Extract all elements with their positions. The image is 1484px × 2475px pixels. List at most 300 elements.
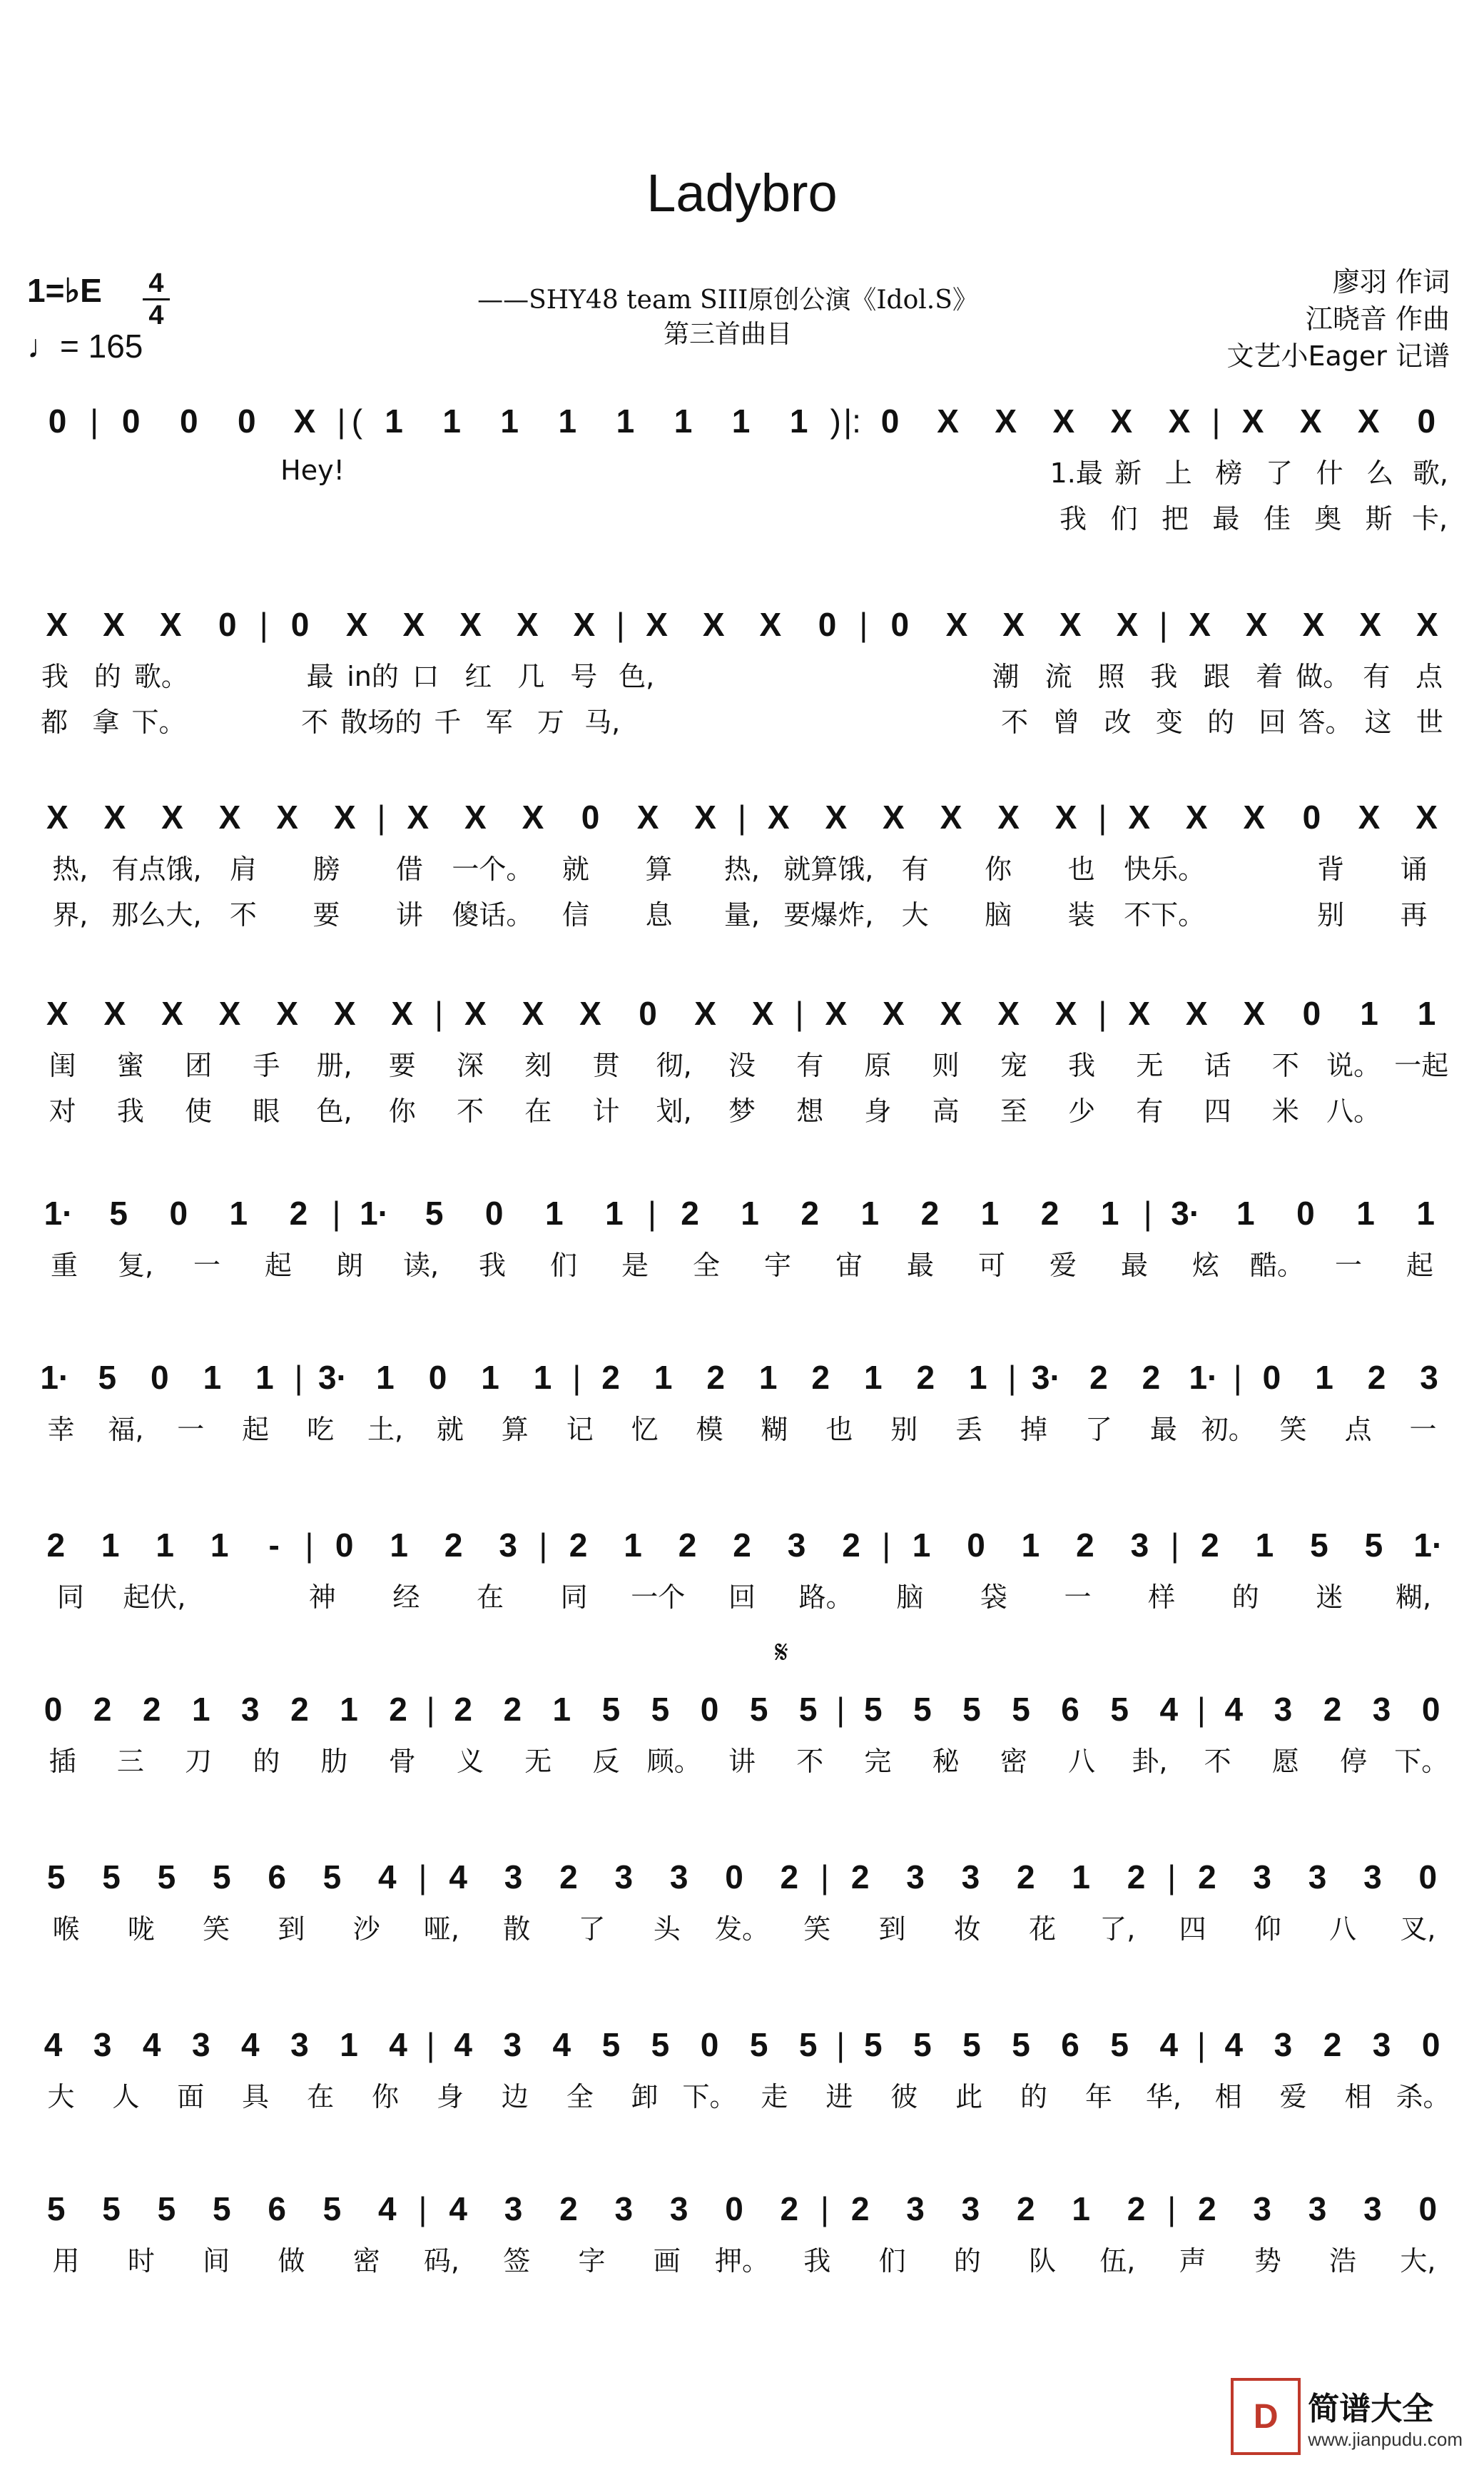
lyric-syllable: 你 [388, 1095, 416, 1127]
watermark [1227, 2374, 1463, 2459]
lyric-syllable: 模 [696, 1413, 723, 1445]
barline: | [1196, 1691, 1206, 1728]
note: X [694, 799, 716, 836]
lyric-line-1 [29, 2238, 1455, 2278]
note: 0 [725, 2190, 743, 2227]
lyric-syllable: 诵 [1400, 853, 1428, 885]
note: X [1059, 606, 1082, 643]
lyric-syllable: 千 [434, 706, 462, 738]
note: 2 [706, 1359, 725, 1396]
note: 2 [733, 1527, 751, 1564]
note: X [516, 606, 539, 643]
note: 1 [1356, 1195, 1375, 1232]
note: 1 [558, 403, 577, 440]
note: 1 [533, 1359, 552, 1396]
lyric-syllable: 起 [1406, 1249, 1433, 1281]
lyric-syllable: 我 [41, 660, 68, 692]
lyric-syllable: 借 [395, 853, 423, 885]
lyric-syllable: 朗 [335, 1249, 363, 1281]
lyric-line-1 [29, 1906, 1455, 1946]
watermark-url: www.jianpudu.com [1308, 2428, 1463, 2450]
lyric-syllable: 不 [1001, 706, 1029, 738]
credit-transcriber: 文艺小Eager 记谱 [1226, 340, 1450, 372]
note: 3 [290, 2026, 309, 2063]
lyric-syllable: 哑, [423, 1913, 459, 1945]
lyric-syllable: 声 [1179, 2244, 1206, 2277]
barline: | [616, 606, 625, 643]
note: 3 [614, 2190, 634, 2227]
lyric-syllable: 回 [728, 1581, 756, 1613]
lyric-line-1 [29, 846, 1455, 886]
note: 3 [1372, 1691, 1391, 1728]
lyric-syllable: 不 [796, 1745, 824, 1777]
note: 1 [741, 1195, 759, 1232]
note: X [46, 799, 68, 836]
lyric-syllable: 忆 [631, 1413, 659, 1445]
note: 3· [1171, 1195, 1201, 1232]
note: 1 [210, 1527, 229, 1564]
lyric-syllable: 我 [1059, 502, 1087, 535]
note-line [29, 1520, 1455, 1570]
lyric-syllable: 们 [878, 2244, 906, 2277]
note: 2 [1127, 1858, 1146, 1896]
note-line [29, 1852, 1455, 1902]
lyric-syllable: 梦 [728, 1095, 756, 1127]
note: 3 [93, 2026, 112, 2063]
lyric-syllable: 散 [503, 1913, 531, 1945]
lyric-syllable: 走 [761, 2080, 788, 2112]
note: 5 [913, 2026, 932, 2063]
note: 6 [1061, 2026, 1079, 2063]
credit-composer: 江晓音 作曲 [1305, 303, 1450, 335]
lyric-syllable: 笑 [203, 1913, 230, 1945]
note: X [937, 403, 959, 440]
barline: | [418, 2190, 427, 2227]
lyric-line-1 [29, 450, 1455, 490]
lyric-syllable: 米 [1271, 1095, 1299, 1127]
barline: | [1098, 995, 1107, 1032]
lyric-line-1 [29, 1242, 1455, 1282]
lyric-syllable: 不 [1271, 1049, 1299, 1081]
lyric-syllable: 四 [1204, 1095, 1231, 1127]
lyric-syllable: 喉 [52, 1913, 80, 1945]
note: 0 [890, 606, 910, 643]
note: 0 [725, 1858, 743, 1896]
note: X [997, 995, 1020, 1032]
barline: | [434, 995, 444, 1032]
note: 1 [481, 1359, 499, 1396]
lyric-syllable: 年 [1084, 2080, 1112, 2112]
lyric-syllable: 是 [621, 1249, 649, 1281]
barline: | [426, 2026, 435, 2063]
note: X [997, 799, 1020, 836]
note: 1· [44, 1195, 73, 1232]
lyric-syllable: 妆 [953, 1913, 981, 1945]
lyric-line-1 [29, 1407, 1455, 1447]
staff-row [0, 396, 1484, 553]
lyric-syllable: 无 [1136, 1049, 1164, 1081]
barline: | [1233, 1359, 1242, 1396]
lyric-syllable: 一 [193, 1249, 220, 1281]
lyric-syllable: 头 [653, 1913, 681, 1945]
lyric-syllable: 签 [503, 2244, 531, 2277]
note: 1 [1021, 1527, 1040, 1564]
note: 3 [1363, 2190, 1382, 2227]
lyric-syllable: 脑 [896, 1581, 924, 1613]
lyric-syllable: 点 [1416, 660, 1443, 692]
note: 5 [1110, 1691, 1129, 1728]
lyric-line-2 [29, 892, 1455, 932]
barline: | [820, 2190, 829, 2227]
note: 1 [1360, 995, 1378, 1032]
barline: | [1167, 1858, 1176, 1896]
barline: | [426, 1691, 435, 1728]
note: X [464, 995, 487, 1032]
note: 0 [880, 403, 900, 440]
lyric-syllable: 袋 [980, 1581, 1007, 1613]
note: 2 [1323, 2026, 1342, 2063]
lyric-syllable: 完 [864, 1745, 892, 1777]
lyric-syllable: 歌。 [133, 660, 188, 692]
lyric-syllable: 们 [549, 1249, 577, 1281]
lyric-syllable: 着 [1256, 660, 1284, 692]
lyric-syllable: 在 [524, 1095, 552, 1127]
note: 4 [1159, 1691, 1179, 1728]
note: X [694, 995, 716, 1032]
lyric-syllable: 读, [402, 1249, 439, 1281]
note: X [945, 606, 968, 643]
lyric-syllable: 的 [953, 2244, 981, 2277]
note: 5 [798, 1691, 818, 1728]
note: 2 [850, 2190, 870, 2227]
note: X [636, 799, 659, 836]
lyric-syllable: 的 [1231, 1581, 1259, 1613]
lyric-syllable: 咙 [127, 1913, 155, 1945]
lyric-syllable: 做。 [1296, 660, 1351, 692]
lyric-syllable: 有 [796, 1049, 824, 1081]
lyric-syllable: 膀 [312, 853, 340, 885]
note-line [29, 792, 1455, 842]
note: X [1052, 403, 1075, 440]
lyric-syllable: 照 [1097, 660, 1125, 692]
lyric-syllable: 1.最 [1050, 457, 1103, 489]
note: X [1243, 799, 1266, 836]
note: X [883, 799, 905, 836]
note: X [391, 995, 414, 1032]
note: 2 [503, 1691, 522, 1728]
lyric-syllable: 华, [1145, 2080, 1181, 2112]
lyric-syllable: 要 [388, 1049, 416, 1081]
note: 3 [241, 1691, 260, 1728]
note: 2 [1076, 1527, 1094, 1564]
note: 1 [442, 403, 461, 440]
lyric-syllable: 全 [566, 2080, 594, 2112]
lyric-syllable: 彼 [890, 2080, 918, 2112]
note: X [940, 995, 962, 1032]
barline: |: [843, 403, 861, 440]
note: 2 [1198, 1858, 1216, 1896]
lyric-syllable: 最 [906, 1249, 934, 1281]
staff-row [0, 1352, 1484, 1509]
lyric-syllable: 话 [1204, 1049, 1231, 1081]
lyric-syllable: 身 [864, 1095, 892, 1127]
note: 4 [378, 1858, 397, 1896]
note: X [46, 606, 68, 643]
lyric-syllable: 流 [1045, 660, 1072, 692]
lyric-syllable: 我 [1068, 1049, 1096, 1081]
lyric-syllable: 起伏, [123, 1581, 186, 1613]
note: 2 [559, 1858, 578, 1896]
lyric-syllable: 有点饿, [111, 853, 202, 885]
lyric-syllable: 么 [1366, 457, 1394, 489]
note: 5 [46, 2190, 66, 2227]
lyric-line-2 [29, 699, 1455, 739]
lyric-syllable: 再 [1400, 899, 1428, 931]
lyric-syllable: 马, [584, 706, 621, 738]
note: 2 [681, 1195, 699, 1232]
barline: | [418, 1858, 427, 1896]
lyric-syllable: 四 [1179, 1913, 1206, 1945]
lyric-syllable: 最 [1120, 1249, 1148, 1281]
watermark-text [1308, 2383, 1463, 2451]
lyric-syllable: 你 [371, 2080, 399, 2112]
lyric-syllable: 大 [901, 899, 929, 931]
note: 5 [749, 1691, 768, 1728]
note: 4 [454, 2026, 472, 2063]
lyric-syllable: 全 [692, 1249, 720, 1281]
lyric-syllable: 最 [1212, 502, 1240, 535]
lyric-syllable: 了 [1084, 1413, 1112, 1445]
lyric-syllable: 要爆炸, [783, 899, 874, 931]
lyric-syllable: 一 [1334, 1249, 1362, 1281]
lyric-syllable: 掉 [1020, 1413, 1048, 1445]
lyric-syllable: 榜 [1215, 457, 1243, 489]
note: 2 [1198, 2190, 1216, 2227]
lyric-syllable: 了 [578, 1913, 606, 1945]
lyric-syllable: 反 [592, 1745, 620, 1777]
lyric-syllable: 丢 [955, 1413, 983, 1445]
lyric-syllable: 团 [185, 1049, 213, 1081]
lyric-syllable: 口 [412, 660, 439, 692]
lyric-line-2 [29, 1088, 1455, 1128]
lyric-syllable: 想 [796, 1095, 824, 1127]
note: 0 [1302, 799, 1321, 836]
note: 4 [449, 2190, 467, 2227]
note: 0 [639, 995, 657, 1032]
note: X [1128, 995, 1151, 1032]
note: X [646, 606, 668, 643]
note: 3 [1363, 1858, 1382, 1896]
lyric-syllable: 算 [645, 853, 673, 885]
lyric-syllable: 初。 [1201, 1413, 1256, 1445]
note: X [1241, 403, 1264, 440]
lyric-syllable: 不 [301, 706, 329, 738]
lyric-syllable: 八 [1068, 1745, 1096, 1777]
barline: | [836, 2026, 845, 2063]
note-line [29, 2184, 1455, 2234]
lyric-syllable: 可 [977, 1249, 1005, 1281]
note: 5 [425, 1195, 444, 1232]
barline: | [1098, 799, 1107, 836]
lyric-syllable: 一 [177, 1413, 205, 1445]
note: 3 [669, 2190, 688, 2227]
note: 3 [1274, 1691, 1293, 1728]
note: 0 [290, 606, 310, 643]
lyric-syllable: 们 [1110, 502, 1138, 535]
lyric-syllable: 要 [312, 899, 340, 931]
note: 4 [241, 2026, 260, 2063]
note: 4 [1224, 2026, 1244, 2063]
lyric-syllable: 愿 [1271, 1745, 1299, 1777]
barline: | [259, 606, 268, 643]
lyric-syllable: 一个。 [452, 853, 534, 885]
note: 5 [157, 2190, 176, 2227]
note: 1 [1255, 1527, 1274, 1564]
note: 1 [255, 1359, 274, 1396]
note: 5 [1110, 2026, 1129, 2063]
lyric-syllable: 一 [1409, 1413, 1437, 1445]
note: X [1358, 799, 1381, 836]
note: X [1189, 606, 1211, 643]
note: 5 [798, 2026, 818, 2063]
lyric-syllable: 卡, [1412, 502, 1448, 535]
note: 6 [268, 1858, 286, 1896]
note: 2 [389, 1691, 407, 1728]
credit-lyricist: 廖羽 作词 [1332, 266, 1450, 298]
note: 3 [961, 2190, 980, 2227]
lyric-syllable: 息 [645, 899, 673, 931]
note: X [1299, 403, 1322, 440]
lyric-syllable: 讲 [728, 1745, 756, 1777]
lyric-syllable: 手 [253, 1049, 280, 1081]
lyric-syllable: 笑 [1279, 1413, 1307, 1445]
lyric-syllable: 对 [49, 1095, 76, 1127]
staff-row [0, 599, 1484, 756]
note: 3 [1308, 1858, 1327, 1896]
lyric-line-1 [29, 1574, 1455, 1614]
note: 0 [1417, 403, 1436, 440]
note: 1 [731, 403, 751, 440]
note: 3 [1308, 2190, 1327, 2227]
lyric-syllable: 杀。 [1396, 2080, 1450, 2112]
lyric-syllable: 停 [1340, 1745, 1368, 1777]
lyric-syllable: 了 [1266, 457, 1294, 489]
note-line [29, 396, 1455, 446]
note-line [29, 599, 1455, 649]
barline: | [1196, 2026, 1206, 2063]
lyric-syllable: 笑 [803, 1913, 831, 1945]
note: 1 [191, 1691, 210, 1728]
lyric-syllable: Hey! [280, 455, 345, 486]
meter-bottom: 4 [148, 300, 164, 330]
note: X [995, 403, 1017, 440]
lyric-syllable: 沙 [352, 1913, 380, 1945]
lyric-syllable: 红 [464, 660, 492, 692]
note: 3 [961, 1858, 980, 1896]
note: 3 [906, 2190, 925, 2227]
lyric-syllable: 花 [1029, 1913, 1057, 1945]
lyric-syllable: 不 [1204, 1745, 1231, 1777]
note: 5 [157, 1858, 176, 1896]
note: 1 [385, 403, 403, 440]
lyric-syllable: 人 [112, 2080, 140, 2112]
note: 1 [340, 1691, 358, 1728]
lyric-syllable: 信 [561, 899, 589, 931]
time-signature [140, 270, 173, 329]
note: 0 [484, 1195, 504, 1232]
note: 5 [1012, 2026, 1030, 2063]
note: 0 [1262, 1359, 1281, 1396]
note: X [1128, 799, 1151, 836]
lyric-syllable: 你 [985, 853, 1012, 885]
lyric-syllable: 上 [1164, 457, 1192, 489]
note: 5 [98, 1359, 117, 1396]
lyric-syllable: 世 [1416, 706, 1443, 738]
lyric-syllable: 说。 [1326, 1049, 1381, 1081]
note: 1 [1315, 1359, 1333, 1396]
note: 4 [378, 2190, 397, 2227]
lyric-syllable: 拿 [92, 706, 120, 738]
lyric-syllable: 答。 [1298, 706, 1353, 738]
note: 2 [842, 1527, 860, 1564]
lyric-syllable: 面 [177, 2080, 205, 2112]
note: 2 [559, 2190, 578, 2227]
note: 0 [151, 1359, 169, 1396]
note: 2 [1201, 1527, 1219, 1564]
lyric-syllable: 册, [316, 1049, 352, 1081]
lyric-syllable: 下。 [1394, 1745, 1449, 1777]
lyric-syllable: 傻话。 [452, 899, 534, 931]
lyric-syllable: 下。 [131, 706, 186, 738]
note: X [825, 995, 848, 1032]
note: 4 [449, 1858, 467, 1896]
lyric-syllable: 的 [1020, 2080, 1048, 2112]
lyric-syllable: 幸 [47, 1413, 75, 1445]
note: 2 [444, 1527, 463, 1564]
note: X [333, 799, 356, 836]
tempo-marking: ♩= 165 [27, 328, 143, 365]
lyric-syllable: 到 [878, 1913, 906, 1945]
note: 1 [229, 1195, 248, 1232]
lyric-line-2 [29, 496, 1455, 536]
lyric-syllable: 刀 [185, 1745, 213, 1777]
lyric-syllable: 划, [656, 1095, 692, 1127]
note: 2 [780, 2190, 799, 2227]
note: 1 [376, 1359, 395, 1396]
lyric-syllable: 别 [1317, 899, 1345, 931]
lyric-syllable: 时 [127, 2244, 155, 2277]
note: X [1110, 403, 1133, 440]
lyric-syllable: 潮 [992, 660, 1020, 692]
note: 0 [48, 403, 67, 440]
note: X [1002, 606, 1025, 643]
lyric-syllable: 回 [1259, 706, 1286, 738]
note: 1 [340, 2026, 358, 2063]
lyric-syllable: 蜜 [116, 1049, 144, 1081]
note: X [759, 606, 782, 643]
lyric-syllable: 的 [1207, 706, 1235, 738]
lyric-syllable: 我 [803, 2244, 831, 2277]
note: 5 [1310, 1527, 1328, 1564]
lyric-syllable: 脑 [985, 899, 1012, 931]
note: 1 [912, 1527, 931, 1564]
note: 5 [322, 2190, 342, 2227]
lyric-syllable: 刻 [524, 1049, 552, 1081]
barline: | [377, 799, 386, 836]
note: 2 [290, 1691, 309, 1728]
lyric-syllable: 把 [1161, 502, 1189, 535]
note: 6 [1061, 1691, 1079, 1728]
